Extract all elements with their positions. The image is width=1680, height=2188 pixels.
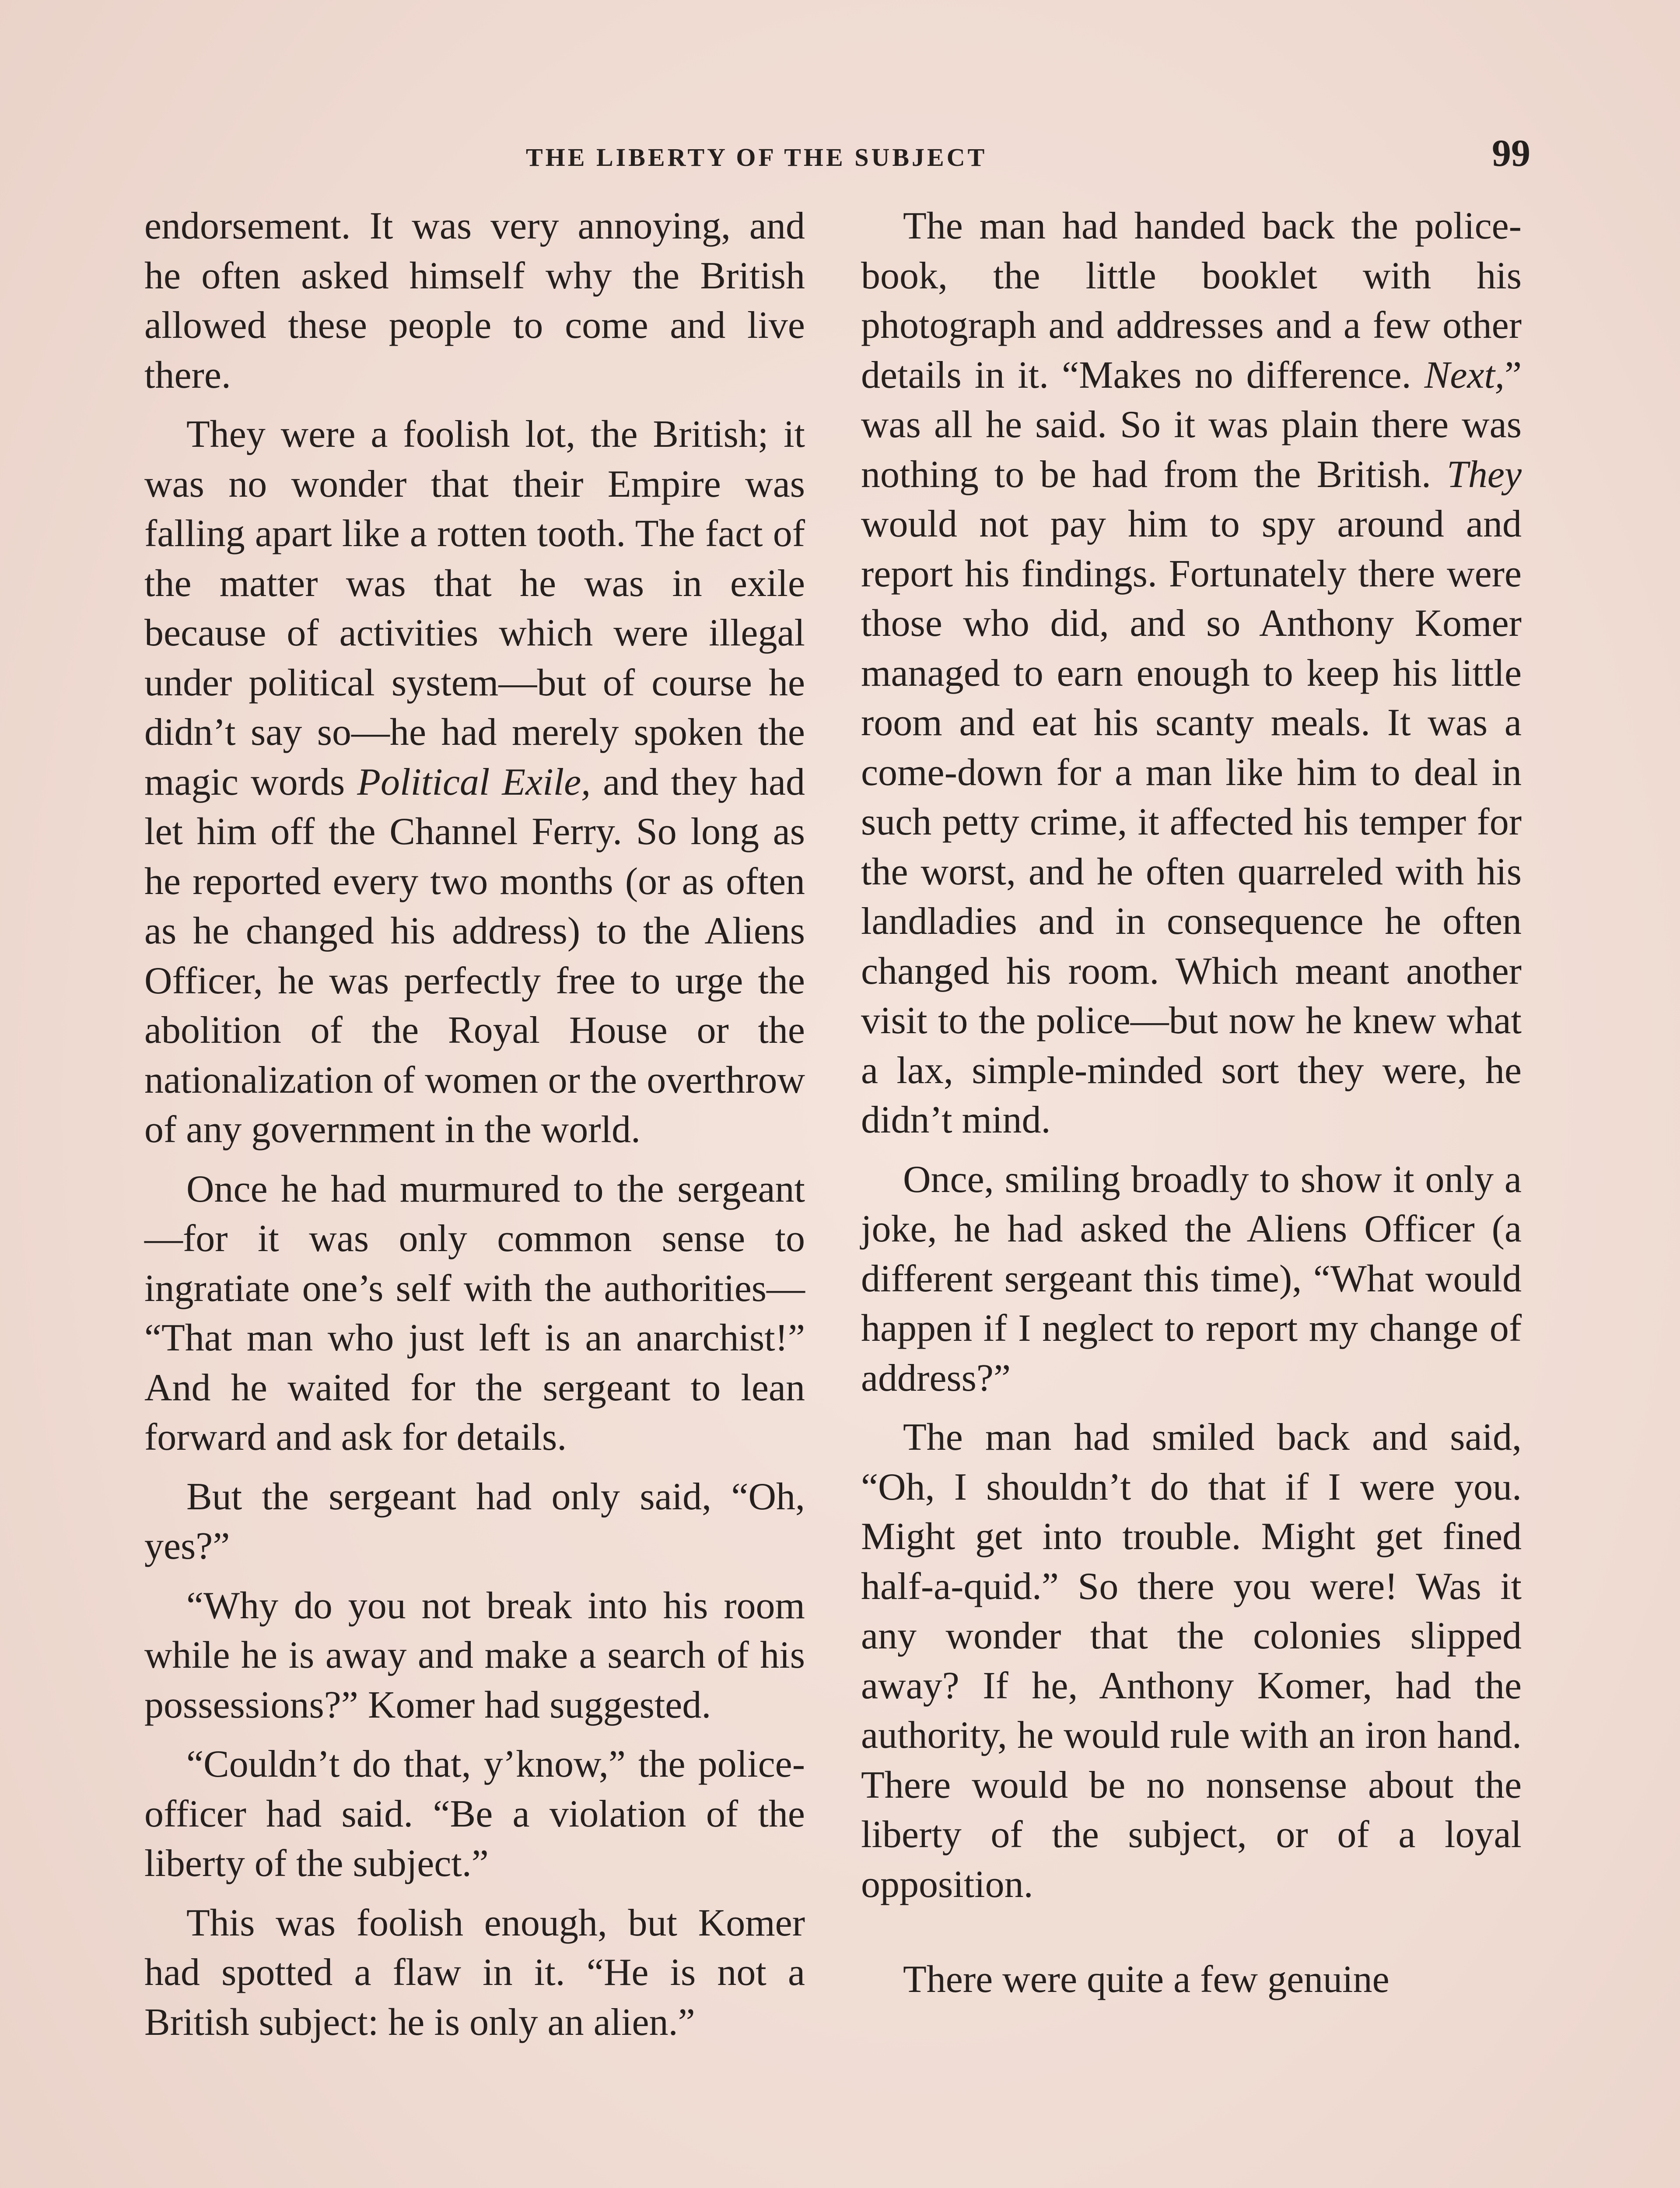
paragraph-text: The man had smiled back and said, “Oh, I shouldn’t do that if I were you. Might get into trouble. Might get fined half-a-quid.” So there you were! Was it any wonder that the colonies slipped away? If he, Anthony Komer, had the authority, he would rule with an iron hand. There would be no nonsense about the liberty of the subject, or of a loyal opposition. — [861, 1416, 1522, 1906]
paragraph — [861, 201, 1522, 1145]
paragraph — [144, 1739, 805, 1889]
paragraph-text: They were a foolish lot, the British; it was no wonder that their Empire was falling apart like a rotten tooth. The fact of the matter was that he was in exile because of activities which were illegal under political system—but of course he didn’t say so—he had merely spoken the magic words — [144, 413, 805, 803]
paragraph-text: would not pay him to spy around and report his findings. Fortunately there were those who did, and so Anthony Komer managed to earn enough to keep his little room and eat his scanty meals. It was a come-down for a man like him to deal in such petty crime, it affected his temper for the worst, and he often quarreled with his landladies and in consequence he often changed his room. Which meant another visit to the police—but now he knew what a lax, simple-minded sort they were, he didn’t mind. — [861, 503, 1522, 1141]
paragraph-text: This was foolish enough, but Komer had spotted a flaw in it. “He is not a British subject: he is only an alien.” — [144, 1901, 805, 2044]
paragraph-text: Once, smiling broadly to show it only a joke, he had asked the Aliens Officer (a different sergeant this time), “What would happen if I neglect to report my change of address?” — [861, 1158, 1522, 1399]
paragraph-text: There were quite a few genuine — [903, 1958, 1390, 2001]
paragraph-text: Once he had murmured to the sergeant—for it was only common sense to ingratiate one’s self with the authorities— “That man who just left is an anarchist!” And he waited for the sergeant to lean forward and ask for details. — [144, 1168, 805, 1459]
paragraph-text: The man had handed back the police-book, the little booklet with his photograph and addresses and a few other details in it. “Makes no difference. — [861, 205, 1522, 396]
paragraph-text: But the sergeant had only said, “Oh, yes?” — [144, 1475, 805, 1567]
paragraph — [144, 1581, 805, 1730]
paragraph-text: endorsement. It was very annoying, and he often asked himself why the British allowed these people to come and live there. — [144, 205, 805, 396]
paragraph-text: “Why do you not break into his room while he is away and make a search of his possessions?” Komer had suggested. — [144, 1584, 805, 1726]
paragraph-text: and they had let him off the Channel Ferry. So long as he reported every two months (or as often as he changed his address) to the Aliens Officer, he was perfectly free to urge the abolition of the Royal House or the nationalization of women or the overthrow of any government in the world. — [144, 761, 805, 1151]
italic-phrase: Next, — [1424, 354, 1505, 396]
page-number: 99 — [1492, 132, 1530, 175]
paragraph — [861, 1955, 1522, 2005]
paragraph — [861, 1413, 1522, 1909]
paragraph — [144, 1164, 805, 1462]
paragraph — [144, 201, 805, 400]
right-column — [861, 201, 1522, 2014]
paragraph — [144, 410, 805, 1155]
paragraph — [144, 1472, 805, 1571]
left-column — [144, 201, 805, 2057]
paragraph-text: “Couldn’t do that, y’know,” the police-officer had said. “Be a violation of the liberty of the subject.” — [144, 1743, 805, 1885]
paragraph — [861, 1155, 1522, 1403]
paragraph — [144, 1898, 805, 2048]
running-head: THE LIBERTY OF THE SUBJECT — [526, 143, 987, 172]
italic-phrase: Political Exile, — [357, 761, 591, 803]
italic-phrase: They — [1446, 453, 1522, 496]
paragraph-text: ” was all he said. So it was plain there was nothing to be had from the British. — [861, 354, 1522, 496]
